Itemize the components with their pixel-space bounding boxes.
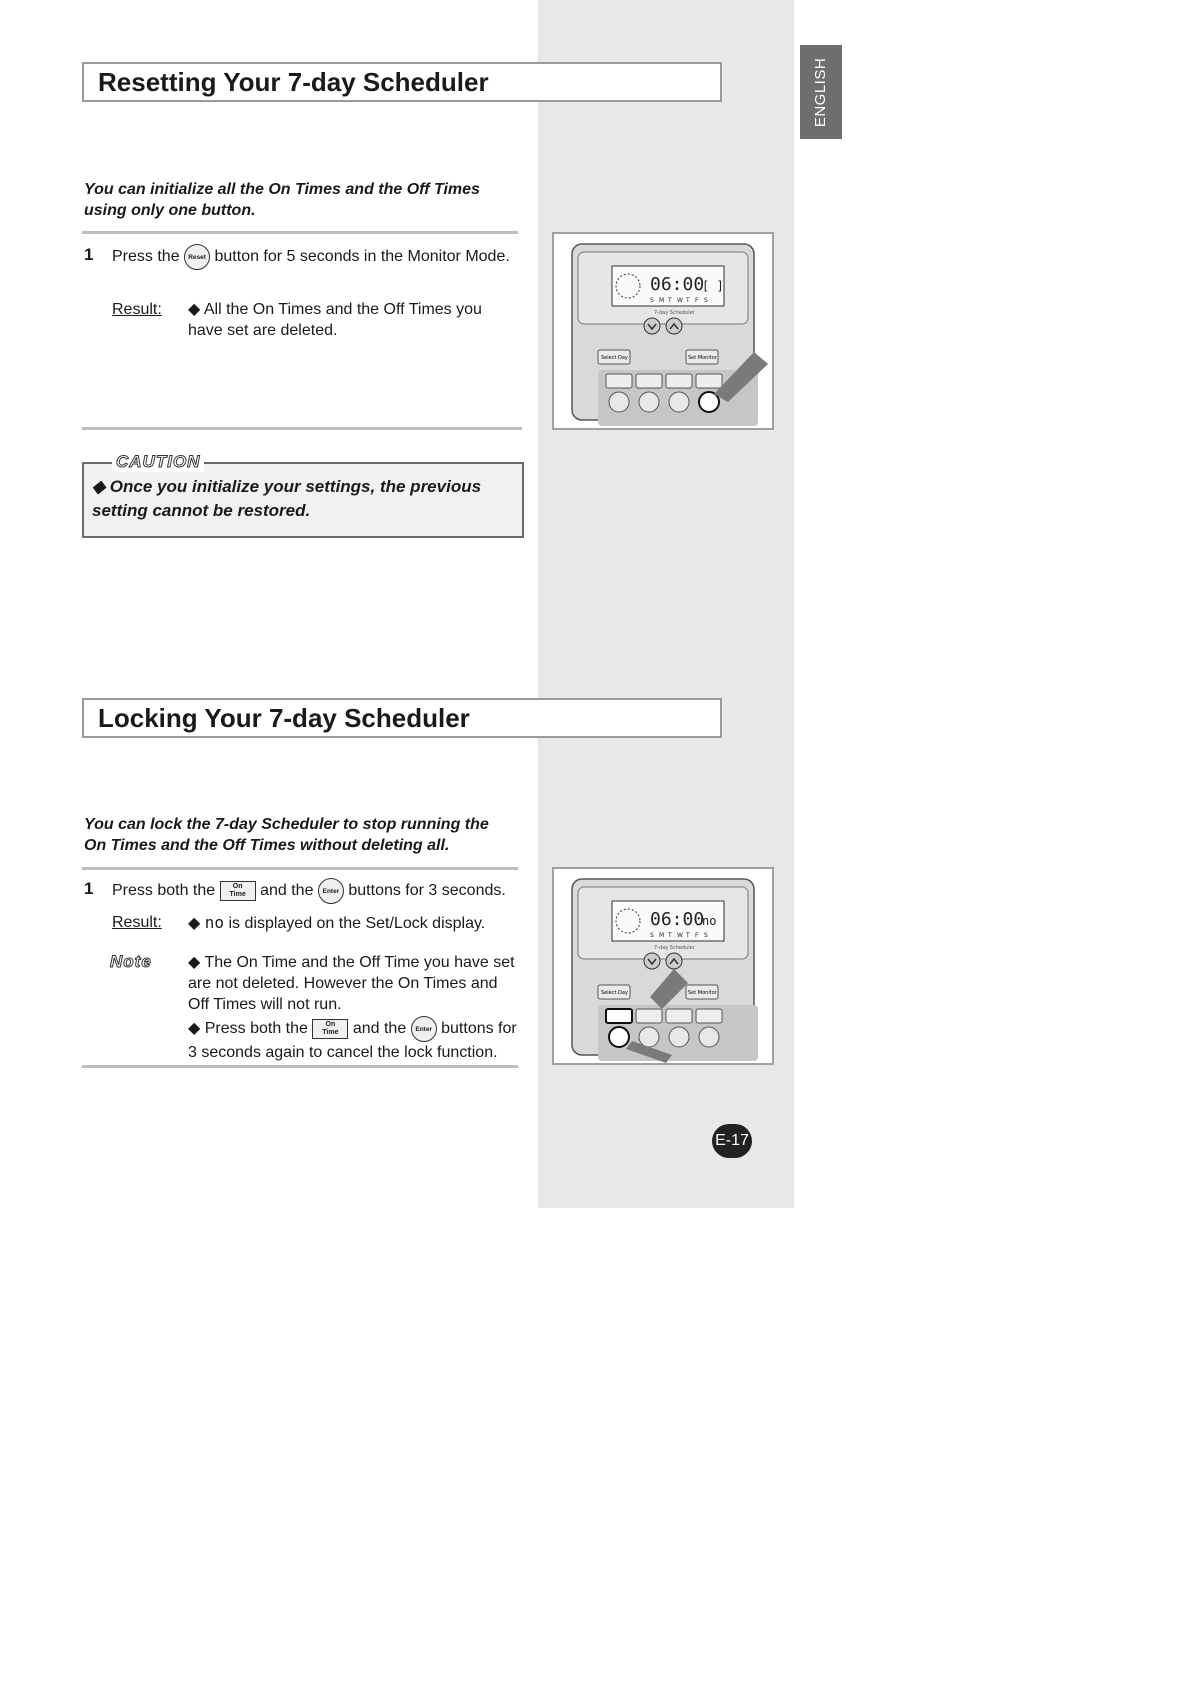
scheduler-label: 7-day Scheduler [654, 310, 695, 316]
section-title-lock [82, 698, 722, 738]
divider [82, 427, 522, 430]
svg-text:Set Monitor: Set Monitor [688, 355, 717, 361]
language-tab [800, 45, 842, 139]
step-number: 1 [84, 245, 94, 264]
svg-text:Set Monitor: Set Monitor [688, 990, 717, 996]
enter-button-icon: Enter [411, 1016, 437, 1042]
svg-text:Select Day: Select Day [601, 355, 628, 361]
svg-text:T: T [668, 932, 672, 939]
svg-text:F: F [695, 932, 699, 939]
step-text-b: button for 5 seconds in the Monitor Mode. [214, 248, 510, 266]
section-title-text: Resetting Your 7-day Scheduler [98, 66, 489, 97]
result-label: Result: [112, 301, 162, 318]
svg-text:S: S [650, 932, 654, 939]
svg-text:S: S [704, 297, 708, 304]
step-number: 1 [84, 879, 94, 898]
svg-text:M: M [659, 297, 665, 304]
note-label: Note [110, 952, 152, 971]
remote-control-image [554, 869, 772, 1063]
lock-glyph: no [204, 913, 225, 932]
svg-text:M: M [659, 932, 665, 939]
svg-text:T: T [668, 297, 672, 304]
step-text-a: Press the [112, 248, 180, 266]
svg-text:W: W [677, 297, 683, 304]
svg-text:T: T [686, 932, 690, 939]
divider [82, 1065, 518, 1068]
svg-text:W: W [677, 932, 683, 939]
result-label: Result: [112, 914, 162, 931]
section-title-reset [82, 62, 722, 102]
on-time-button-icon: On Time [312, 1019, 348, 1039]
on-time-button-icon: On Time [220, 881, 256, 901]
lcd-setlock: no [702, 914, 717, 928]
svg-text:Select Day: Select Day [601, 990, 628, 996]
remote-illustration-lock [552, 867, 774, 1065]
lcd-time: 06:00 [650, 274, 705, 295]
lock-intro: You can lock the 7-day Scheduler to stop running the On Times and the Off Times without deleting all. [84, 816, 489, 854]
svg-text:7-day Scheduler: 7-day Scheduler [654, 945, 695, 951]
reset-button-icon: Reset [184, 244, 210, 270]
language-tab-label: ENGLISH [812, 57, 830, 127]
reset-step-text [112, 244, 512, 270]
svg-text:S: S [704, 932, 708, 939]
lcd-time: 06:00 [650, 909, 705, 930]
remote-illustration-reset [552, 232, 774, 430]
enter-button-icon: Enter [318, 878, 344, 904]
reset-intro: You can initialize all the On Times and the Off Times using only one button. [84, 181, 480, 219]
svg-text:F: F [695, 297, 699, 304]
note-item-1: ◆ The On Time and the Off Time you have set are not deleted. However the On Times and Off Times will not run. [188, 954, 515, 1013]
lock-step-text: Press both the On Time and the Enter buttons for 3 seconds. [112, 878, 532, 904]
section-title-text: Locking Your 7-day Scheduler [98, 702, 470, 733]
remote-control-image [554, 234, 772, 428]
svg-text:T: T [686, 297, 690, 304]
note-item-2: ◆ Press both the On Time and the Enter buttons for 3 seconds again to cancel the lock function. [188, 1016, 528, 1063]
svg-text:S: S [650, 297, 654, 304]
divider [82, 231, 518, 234]
caution-text: ◆ Once you initialize your settings, the previous setting cannot be restored. [92, 477, 482, 520]
lcd-setlock: [ ] [702, 279, 724, 293]
caution-label: CAUTION [112, 452, 204, 472]
lock-result-text: ◆ no is displayed on the Set/Lock display. [188, 913, 486, 932]
result-text: ◆ All the On Times and the Off Times you have set are deleted. [188, 301, 482, 339]
page-number: E-17 [712, 1124, 752, 1158]
divider [82, 867, 518, 870]
